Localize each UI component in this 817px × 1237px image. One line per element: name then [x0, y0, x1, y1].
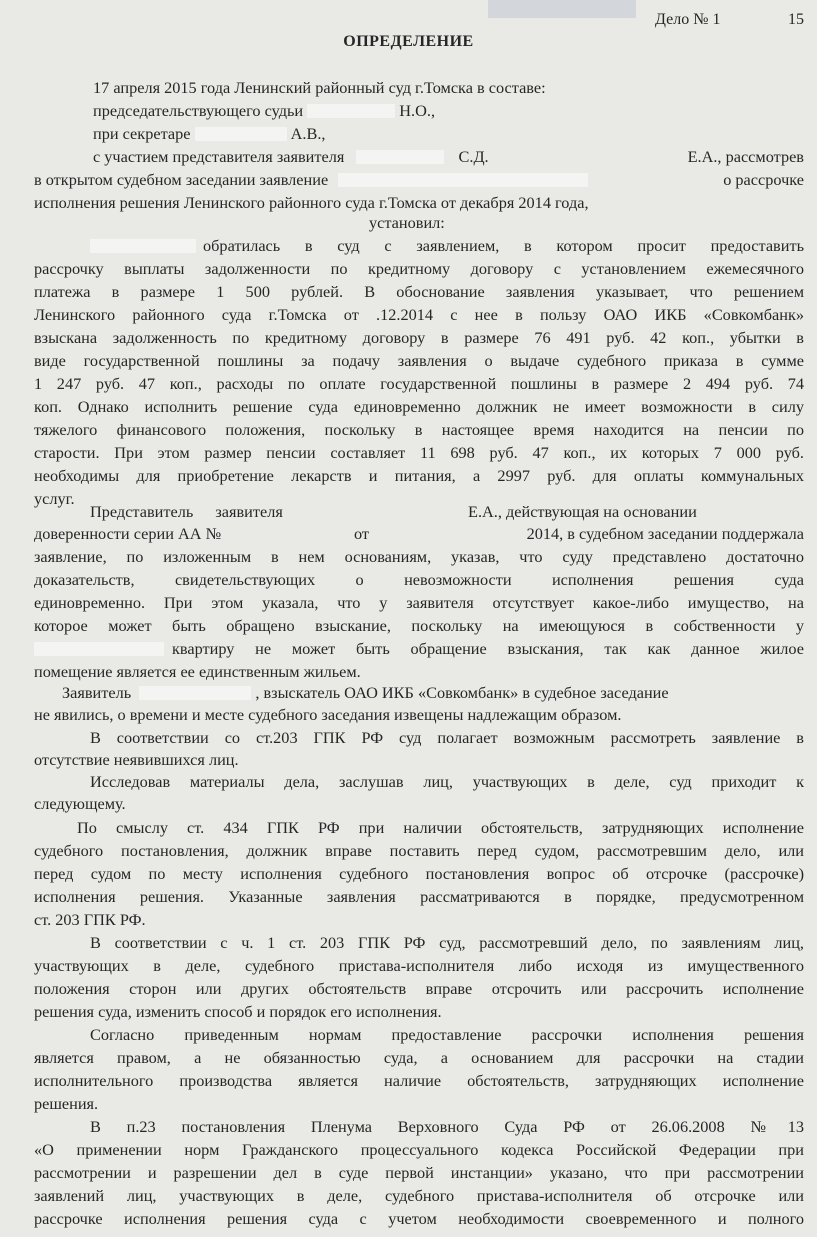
p8-line: является правом, а не обязанностью суда, а основанием для рассрочки на стадии — [34, 1048, 804, 1067]
p8-line: решения. — [34, 1094, 99, 1113]
p5-line: следующему. — [34, 794, 126, 813]
p2-line: которое может быть обращено взыскание, поскольку на имеющуюся в собственности у — [34, 616, 804, 635]
p8-line: исполнительного производства является наличие обстоятельств, затрудняющих исполнение — [34, 1071, 804, 1090]
intro-text: в открытом судебном заседании заявление — [34, 170, 329, 189]
intro-text: С.Д. — [458, 147, 489, 166]
section-heading: установил: — [369, 213, 445, 232]
intro-line-3 — [93, 124, 325, 144]
redaction — [338, 173, 588, 187]
page-number: 15 — [788, 11, 804, 28]
p5-line: Исследовав материалы дела, заслушав лиц, участвующих в деле, суд приходит к — [90, 772, 804, 791]
p2-line: заявление, по изложенным в нем основаниям, указав, что суду представлено достаточно — [34, 547, 804, 566]
p8-line: Согласно приведенным нормам предоставление рассрочки исполнения решения — [90, 1025, 804, 1044]
p7-line: участвующих в деле, судебного пристава-исполнителя либо исходя из имущественного — [34, 956, 804, 975]
p2-text: Е.А., действующая на основании — [468, 502, 697, 521]
redaction — [34, 642, 164, 656]
intro-text: председательствующего судьи — [93, 101, 304, 120]
p6-line: исполнения решения. Указанные заявления рассматриваются в порядке, предусмотренном — [34, 887, 804, 906]
p9-line: «О применении норм Гражданского процессуального кодекса Российской Федерации при — [34, 1140, 804, 1159]
case-number: Дело № 1 — [655, 11, 721, 28]
intro-text: А.В., — [290, 124, 326, 143]
p4-line: В соответствии со ст.203 ГПК РФ суд полагает возможным рассмотреть заявление в — [90, 728, 804, 747]
intro-line-4 — [93, 147, 804, 167]
intro-line-5 — [34, 170, 804, 190]
p3-line: не явились, о времени и месте судебного заседания извещены надлежащим образом. — [34, 705, 622, 724]
p7-line: В соответствии с ч. 1 ст. 203 ГПК РФ суд, рассмотревший дело, по заявлениям лиц, — [90, 933, 804, 952]
p6-line: судебного постановления, должник вправе поставить перед судом, рассмотревшим дело, или — [34, 841, 804, 860]
intro-line-6: исполнения решения Ленинского районного суда г.Томска от декабря 2014 года, — [34, 193, 589, 212]
intro-text: с участием представителя заявителя — [93, 147, 345, 166]
p2-text: доверенности серии АА № — [34, 524, 222, 543]
p6-line: перед судом по месту исполнения судебного постановления вопрос об отсрочке (рассрочке) — [34, 864, 804, 883]
p2-text: Представитель заявителя — [90, 502, 283, 521]
p1-line: платежа в размере 1 500 рублей. В обоснование заявления указывает, что решением — [34, 282, 804, 301]
redaction — [139, 686, 251, 700]
p9-line: В п.23 постановления Пленума Верховного Суда РФ от 26.06.2008 №13 — [90, 1117, 804, 1136]
p1-line: Ленинского районного суда г.Томска от .12.2014 с нее в пользу ОАО ИКБ «Совкомбанк» — [34, 305, 804, 324]
document-title: ОПРЕДЕЛЕНИЕ — [343, 33, 474, 50]
p1-line: услуг. — [34, 489, 75, 508]
p2-line: помещение является ее единственным жильем. — [34, 662, 361, 681]
p7-line: решения суда, изменить способ и порядок его исполнения. — [34, 1002, 442, 1021]
redaction — [195, 127, 287, 141]
p1-line: старости. При этом размер пенсии составляет 11 698 руб. 47 коп., их которых 7 000 руб. — [34, 443, 804, 462]
intro-line-2 — [93, 101, 435, 121]
p3-text: Заявитель — [62, 683, 132, 702]
p2-line-2 — [34, 524, 804, 544]
p9-line: рассмотрении и разрешении дел в суде первой инстанции» указано, что при рассмотрении — [34, 1163, 804, 1182]
p2-line: квартиру не может быть обращение взыскания, так как данное жилое — [172, 639, 804, 658]
p1-line: 1 247 руб. 47 коп., расходы по оплате государственной пошлины в размере 2 494 руб. 74 — [34, 374, 804, 393]
p2-line-1 — [90, 502, 804, 522]
intro-line-1: 17 апреля 2015 года Ленинский районный суд г.Томска в составе: — [93, 78, 546, 97]
redaction — [356, 150, 444, 164]
intro-text: о рассрочке — [723, 170, 804, 189]
p1-line: необходимы для приобретение лекарств и питания, а 2997 руб. для оплаты коммунальных — [34, 466, 804, 485]
p7-line: положения сторон или других обстоятельств вправе отсрочить или рассрочить исполнение — [34, 979, 804, 998]
p3-text: , взыскатель ОАО ИКБ «Совкомбанк» в судебное заседание — [255, 683, 669, 702]
p6-line: По смыслу ст. 434 ГПК РФ при наличии обстоятельств, затрудняющих исполнение — [77, 818, 804, 837]
p2-line: единовременно. При этом указала, что у заявителя отсутствует какое-либо имущество, на — [34, 593, 804, 612]
intro-text: Н.О., — [399, 101, 436, 120]
p1-line: обратилась в суд с заявлением, в котором просит предоставить — [203, 236, 804, 255]
intro-text: Е.А., рассмотрев — [687, 147, 804, 166]
p6-line: ст. 203 ГПК РФ. — [34, 910, 146, 929]
p9-line: заявлений лиц, участвующих в деле, судебного пристава-исполнителя об отсрочке или — [34, 1186, 804, 1205]
intro-text: при секретаре — [93, 124, 191, 143]
p1-line: взыскана задолженность по кредитному договору в размере 76 491 руб. 42 коп., убытки в — [34, 328, 804, 347]
p1-line: коп. Однако исполнить решение суда единовременно должник не имеет возможности в силу — [34, 397, 804, 416]
p4-line: отсутствие неявившихся лиц. — [34, 750, 239, 769]
p1-line: рассрочку выплаты задолженности по кредитному договору с установлением ежемесячного — [34, 259, 804, 278]
p2-text: от — [354, 524, 370, 543]
p2-line: доказательств, свидетельствующих о невозможности исполнения решения суда — [34, 570, 804, 589]
redaction — [307, 104, 395, 118]
stamp-mark — [488, 0, 636, 18]
p9-line: рассрочке исполнения решения суда с учетом необходимости своевременного и полного — [34, 1209, 804, 1228]
redaction — [90, 239, 196, 253]
p1-line: виде государственной пошлины за подачу заявления о выдаче судебного приказа в сумме — [34, 351, 804, 370]
p2-text: 2014, в судебном заседании поддержала — [526, 524, 804, 543]
p1-line: тяжелого финансового положения, поскольку в настоящее время находится на пенсии по — [34, 420, 804, 439]
p3-line-1 — [62, 683, 804, 703]
